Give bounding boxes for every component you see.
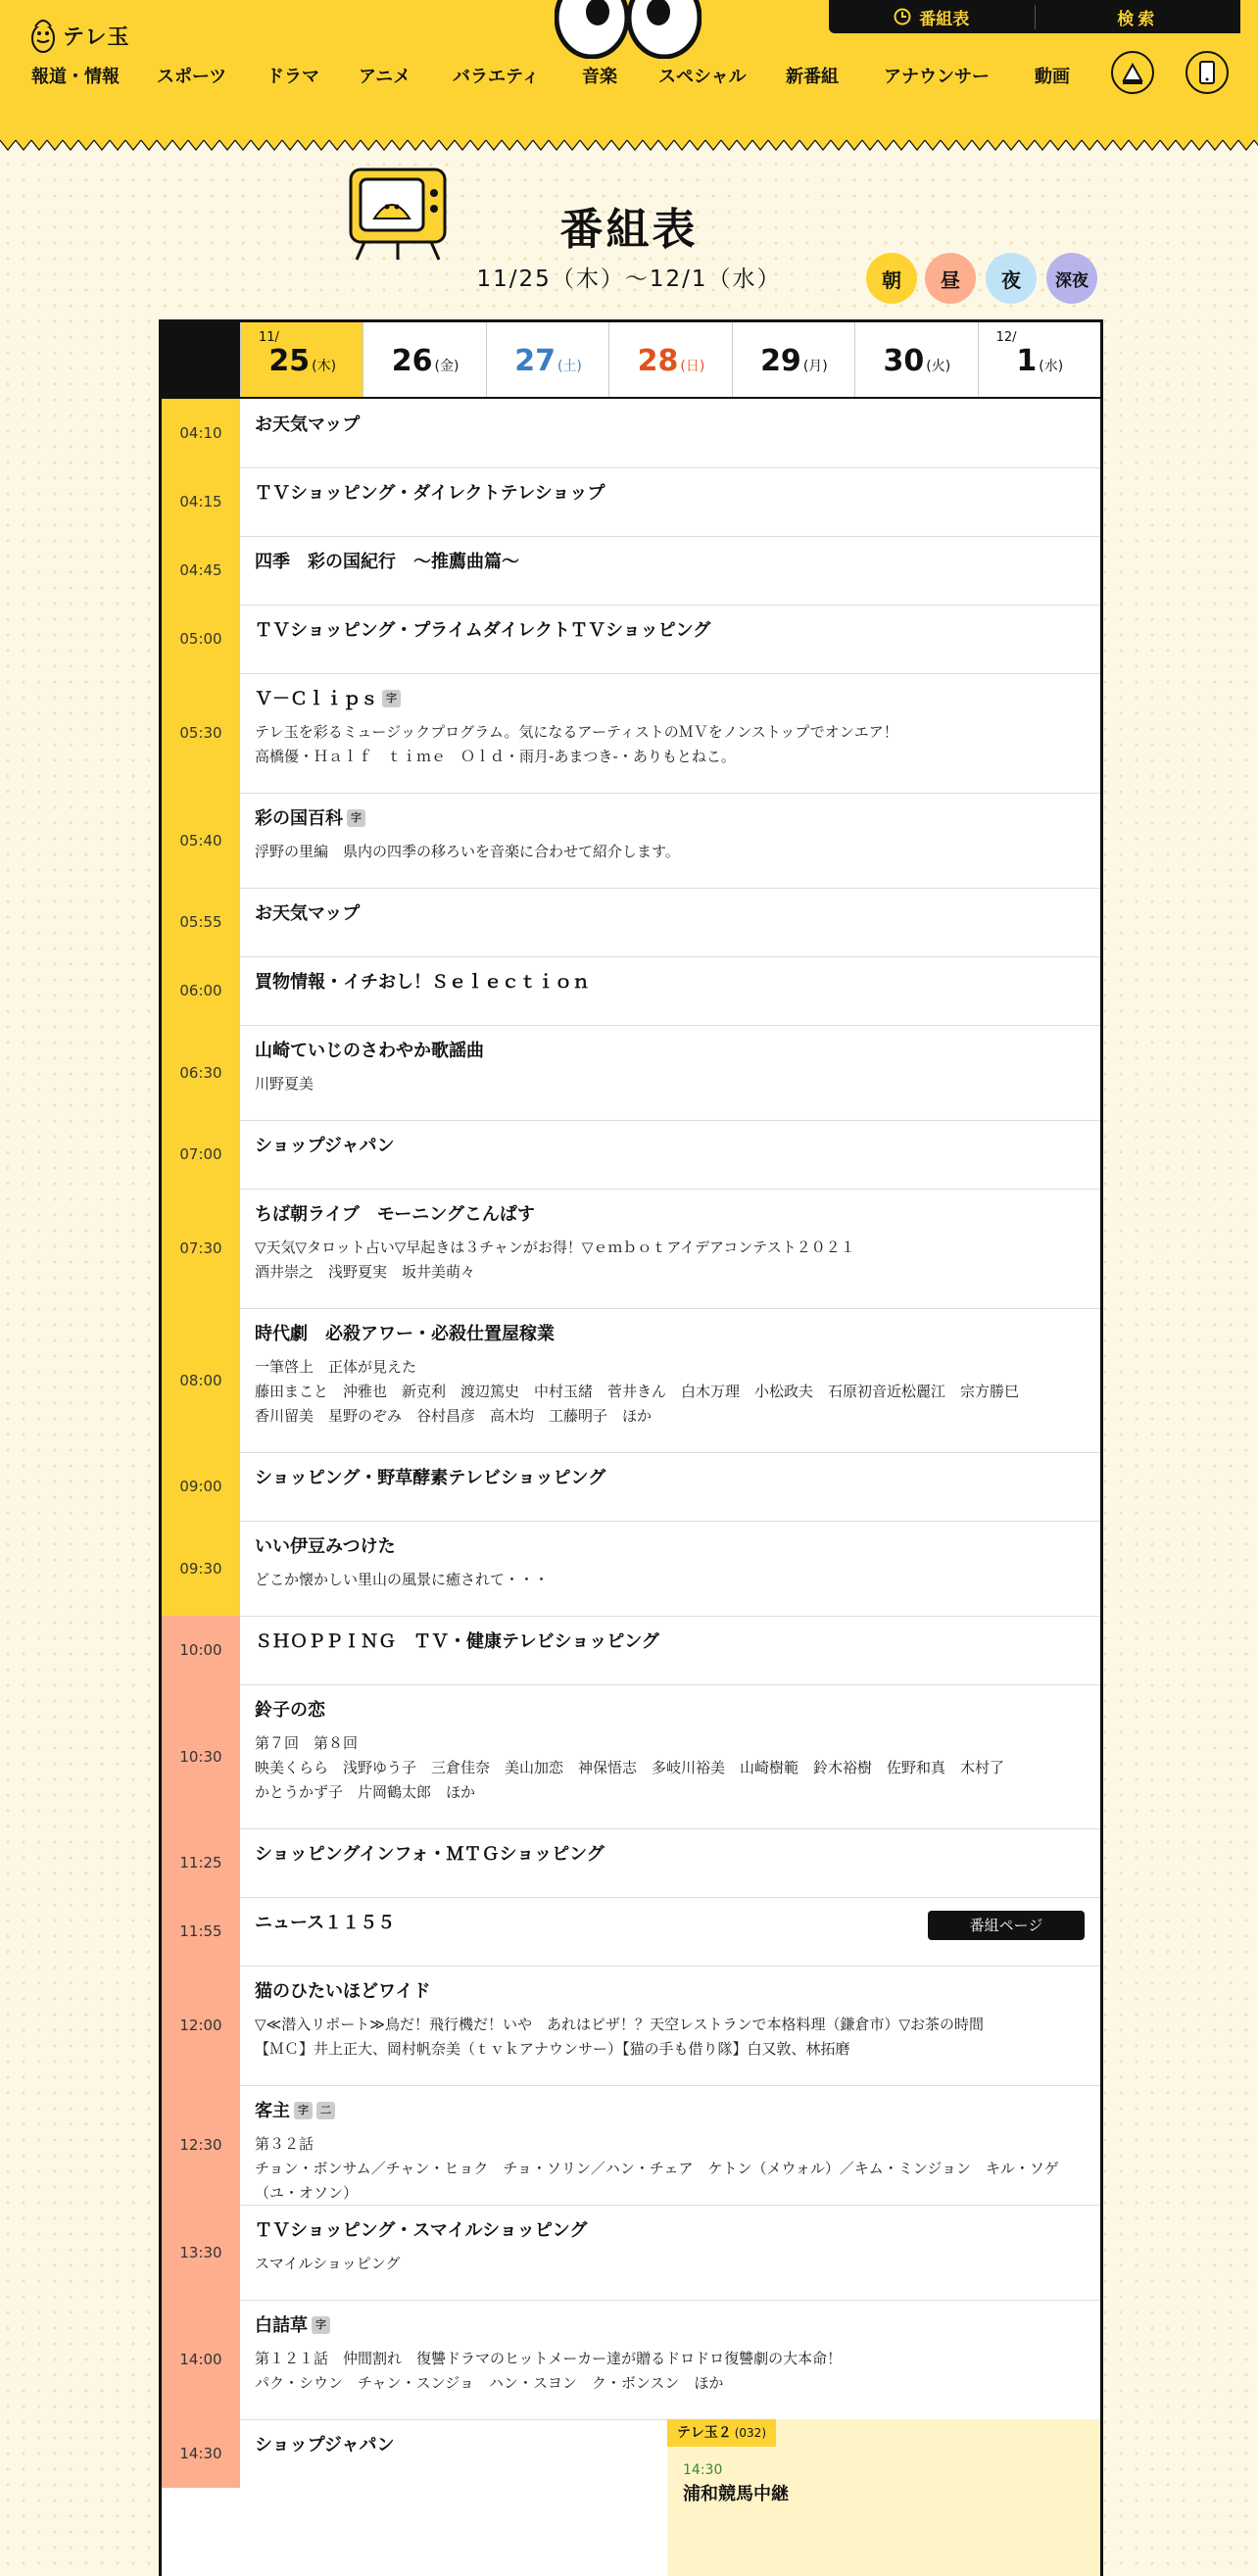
day-tab[interactable] [240, 322, 363, 397]
program-time: 10:30 [162, 1684, 240, 1828]
program-title-line [255, 1322, 1083, 1347]
program-info [255, 481, 1083, 507]
program-title[interactable]: 四季 彩の国紀行 ～推薦曲篇～ [255, 552, 519, 572]
program-info [255, 1322, 1083, 1429]
day-weekday: (木) [312, 359, 337, 374]
program-title[interactable]: ちば朝ライブ モーニングこんぱす [255, 1204, 535, 1225]
day-tab[interactable] [363, 322, 486, 397]
nav-item-sports[interactable]: スポーツ [157, 67, 227, 87]
program-row[interactable] [162, 2085, 1100, 2206]
clock-icon [894, 8, 911, 25]
program-title-line [255, 1842, 1083, 1868]
site-logo[interactable] [29, 16, 130, 55]
program-description-line: 第１２１話 仲間割れ 復讐ドラマのヒットメーカー達が贈るドロドロ復讐劇の大本命！ [255, 2350, 843, 2367]
main-nav [0, 63, 1258, 92]
program-title[interactable]: ショッピングインフォ・ＭＴＧショッピング [255, 1844, 605, 1865]
tv-mascot-icon [345, 162, 453, 262]
header-zigzag-edge [0, 138, 1258, 152]
program-row[interactable] [162, 2300, 1100, 2420]
program-description-line: 一筆啓上 正体が見えた [255, 1358, 417, 1376]
program-description [255, 2132, 1083, 2206]
period-morning-button[interactable]: 朝 [866, 253, 917, 304]
program-title[interactable]: お天気マップ [255, 414, 361, 435]
program-title-line [255, 1039, 1083, 1064]
program-row[interactable] [162, 1120, 1100, 1190]
program-time: 07:30 [162, 1189, 240, 1308]
program-title-line [255, 1466, 1083, 1491]
program-time: 14:30 [162, 2419, 240, 2488]
program-description-line: 香川留美 星野のぞみ 谷村昌彦 高木均 工藤明子 ほか [255, 1407, 653, 1425]
program-title[interactable]: 山崎ていじのさわやか歌謡曲 [255, 1041, 484, 1061]
program-description-line: スマイルショッピング [255, 2255, 401, 2272]
schedule-link[interactable] [829, 5, 1036, 29]
program-title-line [255, 970, 1083, 996]
program-row[interactable] [162, 1684, 1100, 1829]
program-page-button[interactable]: 番組ページ [928, 1911, 1085, 1940]
program-title-line [255, 1534, 1083, 1560]
nav-item-announcers[interactable]: アナウンサー [884, 67, 990, 87]
period-night-button[interactable]: 夜 [986, 253, 1037, 304]
day-tab[interactable] [978, 322, 1101, 397]
day-weekday: (火) [926, 359, 951, 374]
program-title[interactable]: ＴＶショッピング・スマイルショッピング [255, 2220, 588, 2241]
program-description-line: 浮野の里編 県内の四季の移ろいを音楽に合わせて紹介します。 [255, 843, 680, 860]
program-description [255, 2347, 1083, 2396]
program-row[interactable] [162, 1616, 1100, 1685]
program-time: 12:30 [162, 2085, 240, 2205]
program-title-line [255, 806, 1083, 832]
schedule-link-label: 番組表 [919, 9, 970, 29]
nav-item-anime[interactable]: アニメ [359, 67, 411, 87]
day-month: 12/ [995, 330, 1017, 345]
program-row[interactable] [162, 467, 1100, 537]
program-description-line: 映美くらら 浅野ゆう子 三倉佳奈 美山加恋 神保悟志 多岐川裕美 山崎樹範 鈴木裕樹 佐野和真 木村了 [255, 1759, 1005, 1776]
program-info [255, 2433, 650, 2458]
program-description-line: どこか懐かしい里山の風景に癒されて・・・ [255, 1571, 550, 1588]
program-grid [159, 319, 1103, 2576]
program-time: 05:55 [162, 888, 240, 956]
program-info [255, 2218, 1083, 2276]
subchannel-title[interactable]: 浦和競馬中継 [683, 2484, 789, 2504]
program-info [255, 550, 1083, 575]
page-title: 番組表 [559, 205, 699, 255]
program-info [255, 1039, 1083, 1096]
day-number: 27 [514, 344, 556, 378]
program-title-line [255, 413, 1083, 438]
program-info [255, 1979, 1083, 2062]
program-time: 07:00 [162, 1120, 240, 1189]
program-row[interactable] [162, 1189, 1100, 1309]
top-utility-bar [829, 0, 1240, 33]
nav-item-music[interactable]: 音楽 [582, 67, 617, 87]
program-info [255, 1698, 1083, 1805]
program-description [255, 1731, 1083, 1805]
program-info [255, 1534, 1083, 1592]
program-title-line [255, 1202, 1083, 1228]
program-title-line [255, 2218, 1083, 2244]
day-number: 1 [1016, 344, 1038, 378]
program-description-line: チョン・ボンサム／チャン・ヒョク チョ・ソリン／ハン・チェア ケトン（メウォル）／キム・ミンジョン キル・ソゲ（ユ・オソン） [255, 2160, 1059, 2202]
program-title[interactable]: 買物情報・イチおし！Ｓｅｌｅｃｔｉｏｎ [255, 972, 590, 993]
program-time: 11:55 [162, 1897, 240, 1966]
program-info [255, 1202, 1083, 1285]
program-description-line: 川野夏美 [255, 1075, 314, 1093]
day-number: 30 [883, 344, 925, 378]
period-late-night-button[interactable]: 深夜 [1046, 253, 1097, 304]
program-title-line [255, 550, 1083, 575]
day-label [609, 344, 732, 378]
program-description-line: パク・シウン チャン・スンジョ ハン・スヨン ク・ボンスン ほか [255, 2374, 724, 2392]
day-label [487, 344, 609, 378]
program-badge: 字 [294, 2102, 313, 2119]
program-title[interactable]: お天気マップ [255, 903, 361, 924]
smartphone-icon [1187, 53, 1227, 92]
day-tab[interactable] [608, 322, 732, 397]
program-description-line: 第７回 第８回 [255, 1734, 359, 1752]
program-description-line: 酒井崇之 浅野夏実 坂井美萌々 [255, 1263, 476, 1281]
nav-item-videos[interactable]: 動画 [1035, 67, 1070, 87]
day-tab[interactable] [486, 322, 609, 397]
program-row[interactable] [162, 536, 1100, 606]
program-title-line [255, 1629, 1083, 1655]
program-time: 09:00 [162, 1452, 240, 1521]
program-row[interactable] [162, 1452, 1100, 1522]
app-round-button[interactable] [1185, 51, 1229, 94]
program-title[interactable]: ニュース１１５５ [255, 1913, 396, 1933]
program-info [255, 687, 1083, 769]
program-description [255, 1072, 1083, 1096]
program-row[interactable] [162, 1897, 1100, 1967]
site-header [0, 0, 1258, 139]
program-title[interactable]: ＴＶショッピング・ダイレクトテレショップ [255, 483, 605, 504]
program-time: 09:30 [162, 1521, 240, 1616]
program-time: 05:00 [162, 605, 240, 673]
program-time: 05:40 [162, 793, 240, 888]
day-number: 28 [637, 344, 679, 378]
program-time: 06:00 [162, 956, 240, 1025]
program-title[interactable]: 白詰草 [255, 2315, 308, 2336]
program-description [255, 1236, 1083, 1285]
day-weekday: (土) [556, 359, 582, 374]
day-label [241, 344, 363, 378]
program-info [255, 413, 1083, 438]
program-description-line: 高橋優・Ｈａｌｆ ｔｉｍｅ Ｏｌｄ・雨月-あまつき-・ありもとねこ。 [255, 748, 736, 765]
program-title[interactable]: 彩の国百科 [255, 808, 343, 829]
program-title[interactable]: ショップジャパン [255, 1136, 395, 1156]
program-title[interactable]: 猫のひたいほどワイド [255, 1981, 431, 2002]
program-badge: 字 [347, 809, 365, 827]
program-row[interactable] [162, 399, 1100, 468]
subchannel-code: (032) [734, 2426, 767, 2440]
nav-item-variety[interactable]: バラエティ [453, 67, 540, 87]
program-title[interactable]: Ｖ－Ｃｌｉｐｓ [255, 689, 378, 709]
program-row[interactable] [162, 673, 1100, 794]
day-weekday: (月) [802, 359, 828, 374]
program-time: 04:10 [162, 399, 240, 467]
program-title-line [255, 1134, 1083, 1159]
program-description [255, 840, 1083, 864]
nav-item-special[interactable]: スペシャル [658, 67, 747, 87]
program-row[interactable] [162, 1521, 1100, 1617]
program-time: 11:25 [162, 1828, 240, 1897]
program-title[interactable]: ＳＨＯＰＰＩＮＧ ＴＶ・健康テレビショッピング [255, 1631, 659, 1652]
program-title[interactable]: ＴＶショッピング・プライムダイレクトＴＶショッピング [255, 620, 711, 641]
day-weekday: (日) [680, 359, 705, 374]
logo-text: テレ玉 [63, 24, 130, 50]
program-time: 08:00 [162, 1308, 240, 1452]
program-description-line: ▽≪潜入リポート≫鳥だ！飛行機だ！いや あれはピザ！？天空レストランで本格料理（鎌倉市）▽お茶の時間 [255, 2016, 985, 2033]
subchannel-tag [667, 2419, 776, 2447]
program-time: 05:30 [162, 673, 240, 793]
program-title-line [255, 618, 1083, 644]
day-weekday: (金) [434, 359, 460, 374]
nav-item-new-programs[interactable]: 新番組 [786, 67, 839, 87]
day-weekday: (水) [1039, 359, 1064, 374]
program-description-line: テレ玉を彩るミュージックプログラム。気になるアーティストのＭＶをノンストップでオンエア！ [255, 723, 898, 741]
program-title-line [255, 687, 1083, 712]
program-title-line [255, 1979, 1083, 2005]
program-row[interactable] [162, 1966, 1100, 2086]
search-link[interactable]: 検索 [1117, 9, 1159, 29]
program-time: 10:00 [162, 1616, 240, 1684]
program-description-line: かとうかず子 片岡鶴太郎 ほか [255, 1783, 476, 1801]
day-label [733, 344, 855, 378]
program-row[interactable] [162, 1025, 1100, 1121]
program-title[interactable]: ショップジャパン [255, 2435, 395, 2455]
tv-station-round-button[interactable] [1111, 51, 1154, 94]
program-time: 06:30 [162, 1025, 240, 1120]
program-title-line [255, 1698, 1083, 1724]
program-description-line: 第３２話 [255, 2135, 314, 2153]
program-description [255, 720, 1083, 769]
program-title[interactable]: 時代劇 必殺アワー・必殺仕置屋稼業 [255, 1324, 555, 1344]
program-row[interactable] [162, 1308, 1100, 1453]
program-description [255, 1568, 1083, 1592]
day-number: 29 [760, 344, 801, 378]
program-info [255, 1842, 1083, 1868]
program-title-line [255, 2433, 650, 2458]
program-info [255, 1629, 1083, 1655]
nav-item-news[interactable]: 報道・情報 [31, 67, 120, 87]
mascot-icon [29, 17, 57, 54]
program-info [255, 1466, 1083, 1491]
program-row[interactable] [162, 2419, 1100, 2504]
day-number: 26 [391, 344, 433, 378]
nav-item-drama[interactable]: ドラマ [266, 67, 319, 87]
program-title[interactable]: いい伊豆みつけた [255, 1536, 396, 1557]
day-label [855, 344, 978, 378]
date-range: 11/25（木）〜12/1（水） [476, 267, 782, 292]
program-row[interactable] [162, 793, 1100, 889]
day-label [979, 344, 1101, 378]
program-badge: 字 [382, 690, 401, 707]
program-title[interactable]: 客主 [255, 2101, 290, 2121]
program-badge: 二 [316, 2102, 335, 2119]
program-description [255, 2013, 1083, 2062]
day-number: 25 [268, 344, 311, 378]
program-time: 13:30 [162, 2205, 240, 2300]
period-daytime-button[interactable]: 昼 [925, 253, 976, 304]
program-row[interactable] [162, 888, 1100, 957]
program-description [255, 1355, 1083, 1429]
program-description-line: ▽天気▽タロット占い▽早起きは３チャンがお得！▽ｅｍｂｏｔアイデアコンテスト２０２１ [255, 1239, 855, 1256]
program-badge: 字 [312, 2316, 330, 2334]
program-row[interactable] [162, 1828, 1100, 1898]
program-title-line [255, 901, 1083, 927]
day-label [363, 344, 486, 378]
subchannel-program[interactable] [667, 2419, 1100, 2576]
program-title[interactable]: 鈴子の恋 [255, 1700, 325, 1721]
day-tab[interactable] [732, 322, 855, 397]
subchannel-name: テレ玉２ [677, 2425, 732, 2441]
program-description [255, 2252, 1083, 2276]
program-row[interactable] [162, 956, 1100, 1026]
program-time: 14:00 [162, 2300, 240, 2419]
tv-tower-icon [1113, 53, 1152, 92]
program-info [255, 618, 1083, 644]
program-time: 04:15 [162, 467, 240, 536]
program-title[interactable]: ショッピング・野草酵素テレビショッピング [255, 1468, 606, 1488]
day-header [162, 322, 1100, 399]
program-description-line: 【ＭＣ】井上正大、岡村帆奈美（ｔｖｋアナウンサー）【猫の手も借り隊】白又敦、林拓磨 [255, 2040, 850, 2058]
day-tab[interactable] [854, 322, 978, 397]
day-header-corner [162, 322, 240, 397]
program-info [255, 2099, 1083, 2206]
program-info [255, 806, 1083, 864]
program-info [255, 970, 1083, 996]
program-title-line [255, 481, 1083, 507]
program-description-line: 藤田まこと 沖雅也 新克利 渡辺篤史 中村玉緒 菅井きん 白木万理 小松政夫 石原初音近松麗江 宗方勝巳 [255, 1383, 1020, 1400]
day-month: 11/ [259, 330, 279, 345]
program-title-line [255, 2313, 1083, 2339]
program-time: 12:00 [162, 1966, 240, 2085]
subchannel-time: 14:30 [683, 2462, 723, 2478]
program-info [255, 1134, 1083, 1159]
program-time: 04:45 [162, 536, 240, 605]
program-row[interactable] [162, 605, 1100, 674]
program-row[interactable] [162, 2205, 1100, 2301]
mascot-eyes-icon [555, 0, 702, 59]
program-title-line [255, 2099, 1083, 2124]
program-info [255, 2313, 1083, 2396]
program-info [255, 901, 1083, 927]
